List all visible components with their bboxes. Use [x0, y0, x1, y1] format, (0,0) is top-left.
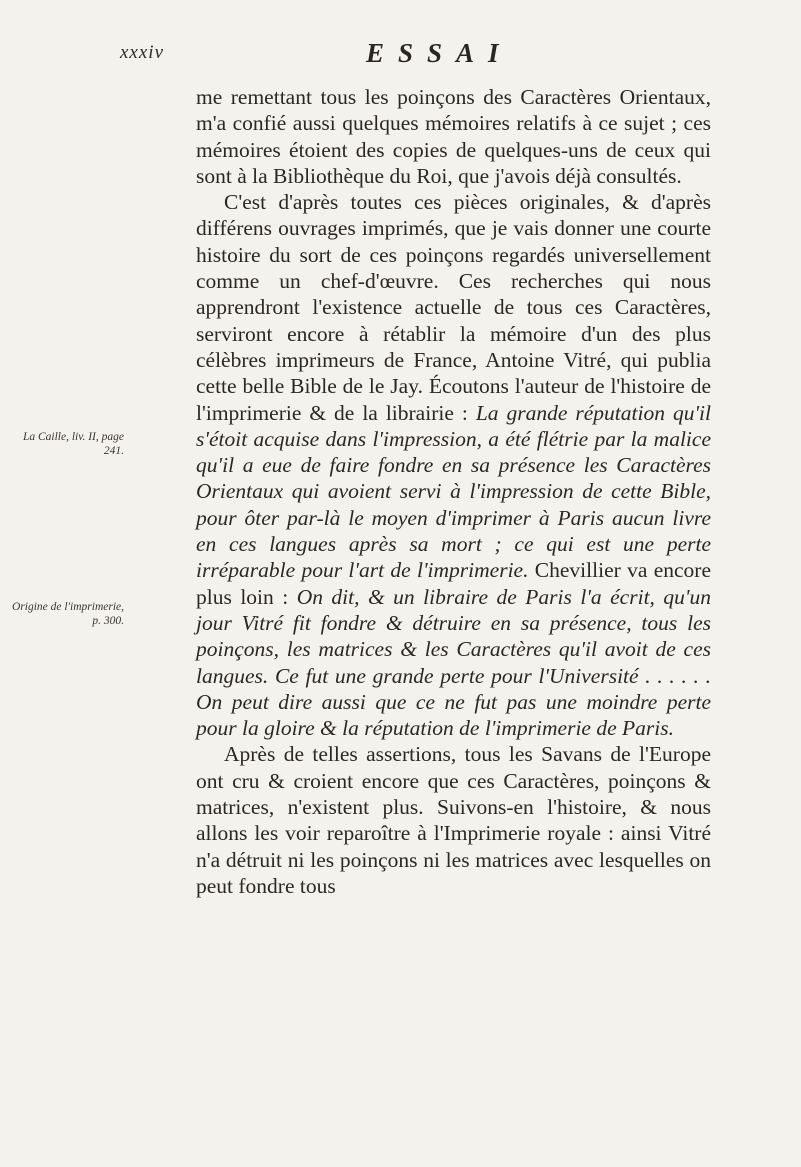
quotation-chevillier: On dit, & un libraire de Paris l'a écrit, qu'un jour Vitré fit fondre & détruire en sa présence, tous les poinçons, les matrices & les Caractères qu'il avoit de ces langues. Ce fut une grande perte pour l'Université . . . . . . On peut dire aussi que ce ne fut pas une moindre perte pour la gloire & la réputation de l'imprimerie de Paris.	[196, 584, 711, 741]
page-number: xxxiv	[120, 42, 165, 63]
margin-note-source-la-caille: La Caille, liv. II, page 241.	[22, 431, 124, 457]
body-text	[196, 84, 711, 899]
running-title: ESSAI	[366, 38, 513, 68]
paragraph	[196, 84, 711, 189]
margin-note-source-origine: Origine de l'imprimerie, p. 300.	[11, 601, 124, 627]
running-head	[120, 38, 680, 78]
paragraph	[196, 741, 711, 899]
quotation-la-caille: La grande réputation qu'il s'étoit acquise dans l'impression, a été flétrie par la malice qu'il a eue de faire fondre en sa présence les Caractères Orientaux qui avoient servi à l'impression de cette Bible, pour ôter par-là le moyen d'imprimer à Paris aucun livre en ces langues après sa mort ; ce qui est une perte irréparable pour l'art de l'imprimerie.	[196, 400, 711, 583]
text-segment: Chevillier va encore plus loin :	[196, 558, 712, 609]
text-segment: me remettant tous les poinçons des Caractères Orientaux, m'a confié aussi quelques mémoires relatifs à ce sujet ; ces mémoires étoient des copies de quelques-uns de ceux qui sont à la Bibliothèque du Roi, que j'avois déjà consultés.	[196, 85, 711, 188]
paragraph	[196, 189, 711, 741]
text-segment: Après de telles assertions, tous les Savans de l'Europe ont cru & croient encore que ces Caractères, poinçons & matrices, n'existent plus. Suivons-en l'histoire, & nous allons les voir reparoître à l'Imprimerie royale : ainsi Vitré n'a détruit ni les poinçons ni les matrices avec lesquelles on peut fondre tous	[196, 742, 711, 898]
text-segment: C'est d'après toutes ces pièces originales, & d'après différens ouvrages imprimés, que je vais donner une courte histoire du sort de ces poinçons regardés universellement comme un chef-d'œuvre. Ces recherches qui nous apprendront l'existence actuelle de tous ces Caractères, serviront encore à rétablir la mémoire d'un des plus célèbres imprimeurs de France, Antoine Vitré, qui publia cette belle Bible de le Jay. Écoutons l'auteur de l'histoire de l'imprimerie & de la librairie :	[196, 190, 711, 425]
